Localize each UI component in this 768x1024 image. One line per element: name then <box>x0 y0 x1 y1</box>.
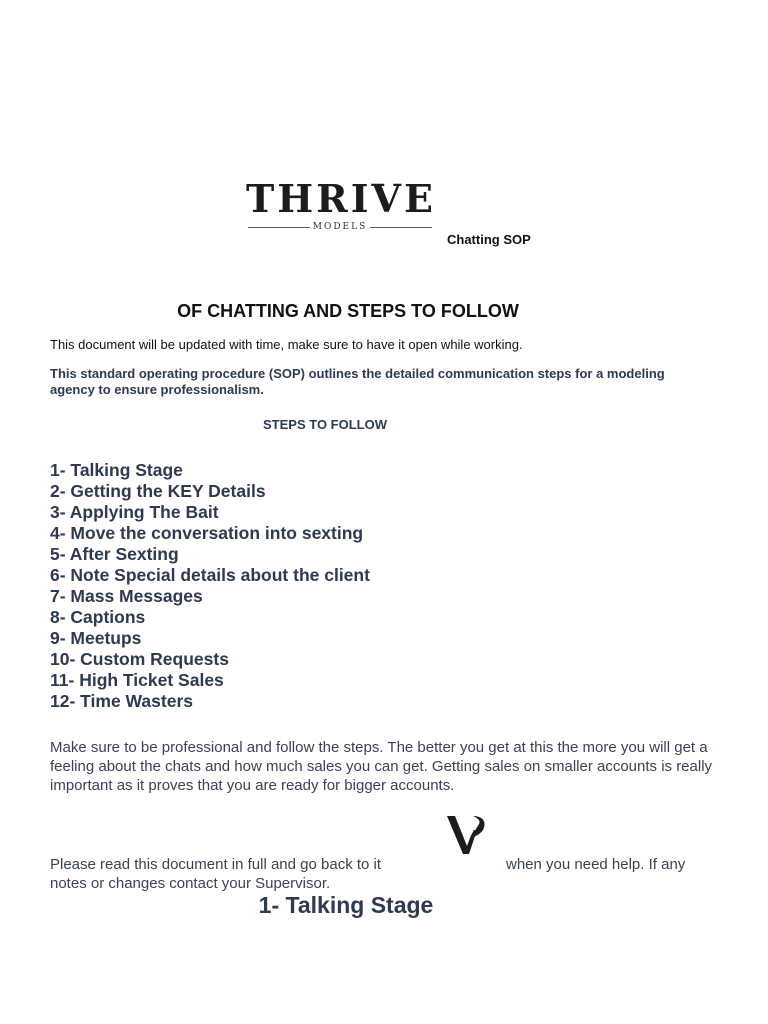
section-heading: 1- Talking Stage <box>258 892 434 918</box>
list-item: 1- Talking Stage <box>50 460 183 480</box>
logo-subtitle: MODELS <box>312 222 368 232</box>
brand-logo <box>246 176 434 236</box>
list-item: 2- Getting the KEY Details <box>50 481 266 501</box>
list-item: 4- Move the conversation into sexting <box>50 523 364 543</box>
v-logo-icon <box>443 810 491 858</box>
read-note-second-line: notes or changes contact your Supervisor. <box>50 875 331 892</box>
purpose-paragraph: This standard operating procedure (SOP) outlines the detailed communication steps for a modeling agency to ensure professionalism. <box>50 366 665 397</box>
read-note-start: Please read this document in full and go back to it <box>50 856 382 873</box>
list-item: 6- Note Special details about the client <box>50 565 370 585</box>
list-item: 3- Applying The Bait <box>50 502 219 522</box>
logo-wordmark: THRIVE <box>246 176 436 221</box>
steps-list <box>50 460 370 712</box>
logo-subtitle-row <box>246 220 434 234</box>
update-note: This document will be updated with time, make sure to have it open while working. <box>50 337 523 352</box>
list-item: 10- Custom Requests <box>50 649 229 669</box>
steps-heading: STEPS TO FOLLOW <box>263 417 387 432</box>
closing-paragraph: Make sure to be professional and follow the steps. The better you get at this the more you will get a feeling about the chats and how much sales you can get. Getting sales on smaller accounts is really important as it proves that you are ready for bigger accounts. <box>50 739 713 794</box>
list-item: 9- Meetups <box>50 628 142 648</box>
document-header-label: Chatting SOP <box>447 232 531 247</box>
read-note-end: when you need help. If any <box>506 856 686 873</box>
document-title: OF CHATTING AND STEPS TO FOLLOW <box>177 301 519 321</box>
list-item: 5- After Sexting <box>50 544 179 564</box>
list-item: 7- Mass Messages <box>50 586 203 606</box>
list-item: 11- High Ticket Sales <box>50 670 224 690</box>
logo-divider-right <box>370 227 432 228</box>
list-item: 12- Time Wasters <box>50 691 193 711</box>
list-item: 8- Captions <box>50 607 146 627</box>
